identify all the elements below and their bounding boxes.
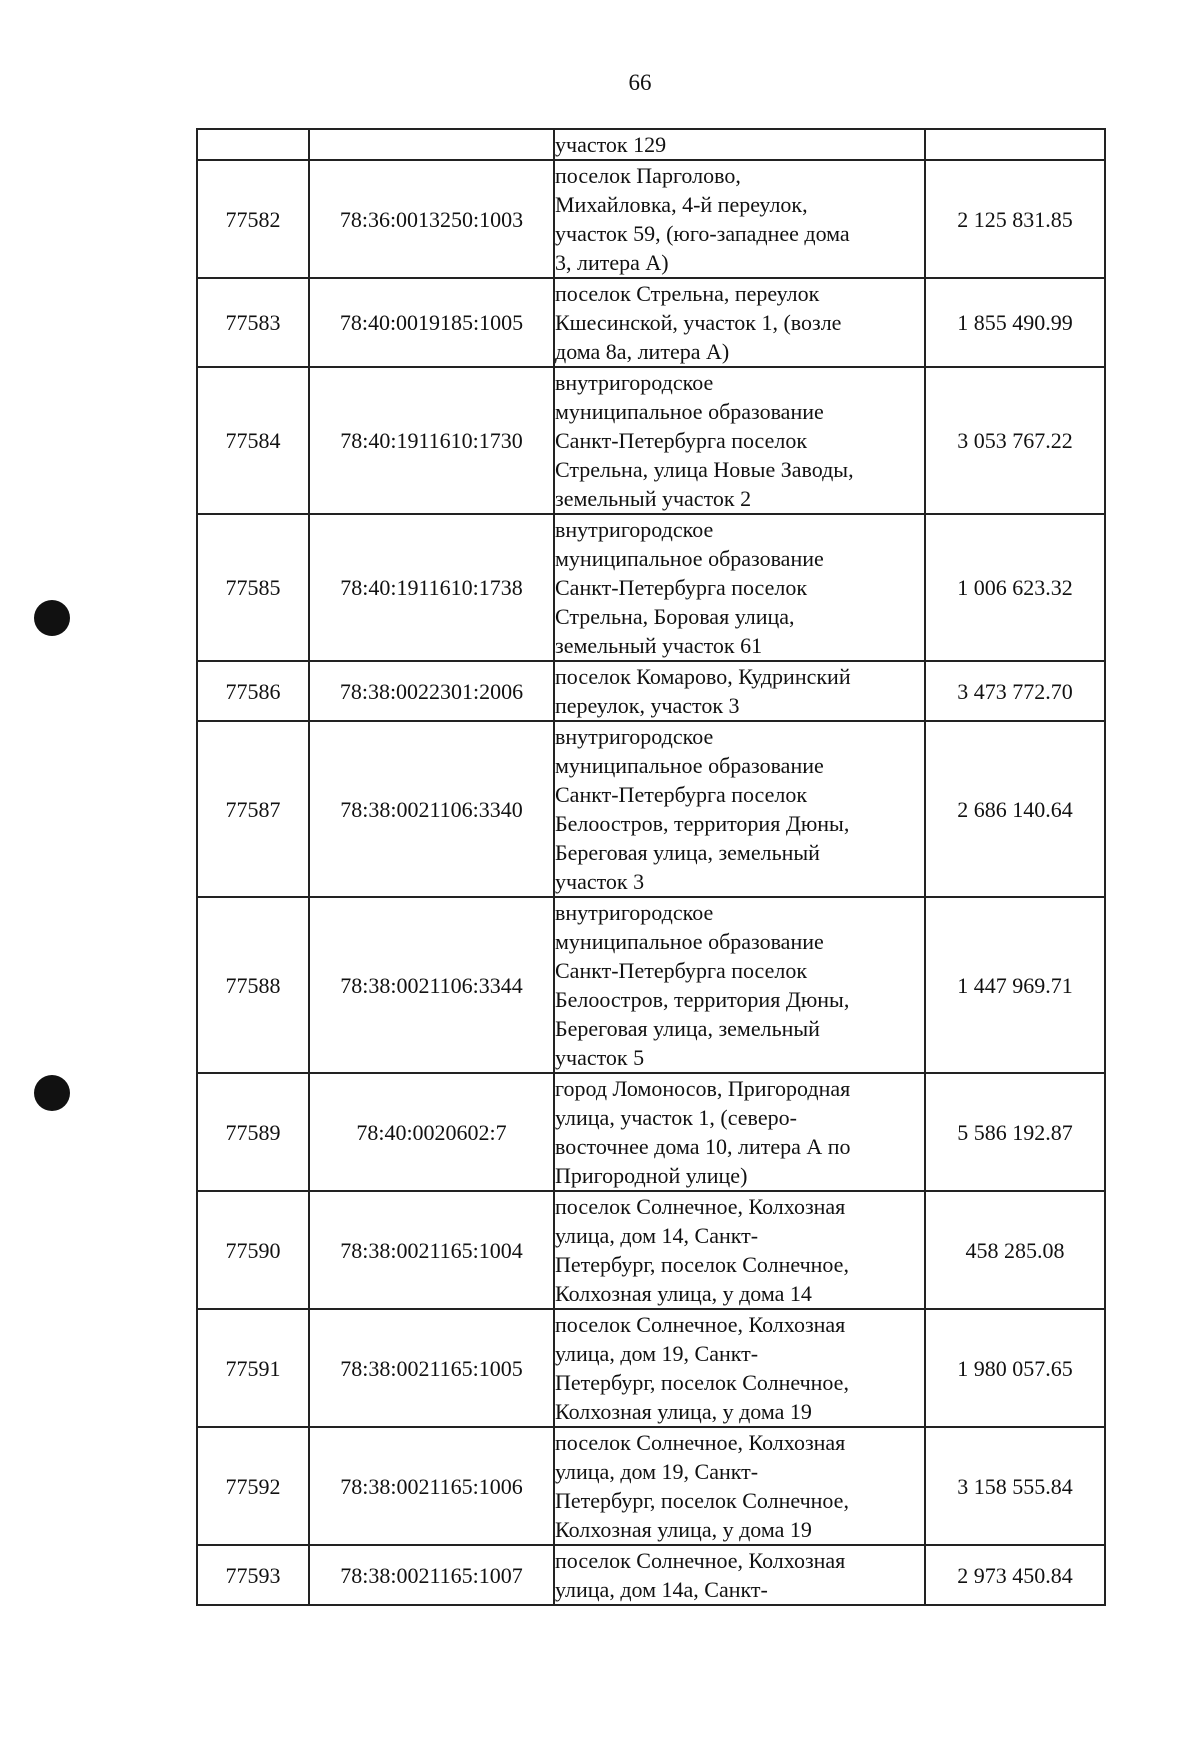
cadastral-number-cell: 78:40:0019185:1005 [309, 278, 554, 367]
address-cell: внутригородское муниципальное образование Санкт-Петербурга поселок Белоостров, территория Дюны, Береговая улица, земельный участок 5 [554, 897, 925, 1073]
cadastral-number-cell: 78:38:0021106:3344 [309, 897, 554, 1073]
cadastral-value-cell: 2 125 831.85 [925, 160, 1105, 278]
cadastral-number-cell: 78:40:0020602:7 [309, 1073, 554, 1191]
cadastral-value-cell: 1 447 969.71 [925, 897, 1105, 1073]
table-row [197, 1427, 1105, 1545]
row-number-cell: 77586 [197, 661, 309, 721]
address-cell: поселок Солнечное, Колхозная улица, дом 19, Санкт- Петербург, поселок Солнечное, Колхозная улица, у дома 19 [554, 1427, 925, 1545]
cadastral-number-cell: 78:38:0021165:1004 [309, 1191, 554, 1309]
address-cell: город Ломоносов, Пригородная улица, участок 1, (северо- восточнее дома 10, литера А по Пригородной улице) [554, 1073, 925, 1191]
row-number-cell: 77584 [197, 367, 309, 514]
address-cell: поселок Комарово, Кудринский переулок, участок 3 [554, 661, 925, 721]
table-row [197, 367, 1105, 514]
table-row [197, 721, 1105, 897]
cadastral-number-cell: 78:40:1911610:1730 [309, 367, 554, 514]
row-number-cell: 77585 [197, 514, 309, 661]
cadastral-number-cell: 78:38:0021165:1006 [309, 1427, 554, 1545]
table-row [197, 661, 1105, 721]
cadastral-value-cell: 1 855 490.99 [925, 278, 1105, 367]
row-number-cell: 77589 [197, 1073, 309, 1191]
table-row [197, 1073, 1105, 1191]
row-number-cell: 77590 [197, 1191, 309, 1309]
table-row [197, 129, 1105, 160]
row-number-cell [197, 129, 309, 160]
cadastral-value-cell [925, 129, 1105, 160]
cadastral-value-cell: 2 686 140.64 [925, 721, 1105, 897]
row-number-cell: 77582 [197, 160, 309, 278]
cadastral-number-cell: 78:38:0022301:2006 [309, 661, 554, 721]
row-number-cell: 77583 [197, 278, 309, 367]
address-cell: поселок Парголово, Михайловка, 4-й переулок, участок 59, (юго-западнее дома 3, литера А) [554, 160, 925, 278]
cadastral-number-cell [309, 129, 554, 160]
row-number-cell: 77588 [197, 897, 309, 1073]
cadastral-value-cell: 2 973 450.84 [925, 1545, 1105, 1605]
registry-table-body [197, 129, 1105, 1605]
cadastral-number-cell: 78:38:0021165:1007 [309, 1545, 554, 1605]
table-row [197, 278, 1105, 367]
table-row [197, 160, 1105, 278]
table-row [197, 514, 1105, 661]
address-cell: внутригородское муниципальное образование Санкт-Петербурга поселок Стрельна, Боровая улица, земельный участок 61 [554, 514, 925, 661]
address-cell: поселок Стрельна, переулок Кшесинской, участок 1, (возле дома 8а, литера А) [554, 278, 925, 367]
cadastral-value-cell: 1 980 057.65 [925, 1309, 1105, 1427]
row-number-cell: 77592 [197, 1427, 309, 1545]
row-number-cell: 77587 [197, 721, 309, 897]
cadastral-number-cell: 78:40:1911610:1738 [309, 514, 554, 661]
table-row [197, 897, 1105, 1073]
cadastral-value-cell: 3 053 767.22 [925, 367, 1105, 514]
address-cell: внутригородское муниципальное образование Санкт-Петербурга поселок Белоостров, территория Дюны, Береговая улица, земельный участок 3 [554, 721, 925, 897]
binder-hole [34, 1075, 70, 1111]
binder-hole [34, 600, 70, 636]
cadastral-value-cell: 5 586 192.87 [925, 1073, 1105, 1191]
address-cell: участок 129 [554, 129, 925, 160]
cadastral-number-cell: 78:38:0021165:1005 [309, 1309, 554, 1427]
address-cell: поселок Солнечное, Колхозная улица, дом 14а, Санкт- [554, 1545, 925, 1605]
cadastral-value-cell: 458 285.08 [925, 1191, 1105, 1309]
page-number: 66 [628, 70, 652, 95]
cadastral-value-cell: 3 473 772.70 [925, 661, 1105, 721]
table-row [197, 1309, 1105, 1427]
cadastral-number-cell: 78:38:0021106:3340 [309, 721, 554, 897]
cadastral-value-cell: 3 158 555.84 [925, 1427, 1105, 1545]
table-row [197, 1545, 1105, 1605]
registry-table [196, 128, 1106, 1606]
address-cell: поселок Солнечное, Колхозная улица, дом 14, Санкт- Петербург, поселок Солнечное, Колхозная улица, у дома 14 [554, 1191, 925, 1309]
row-number-cell: 77591 [197, 1309, 309, 1427]
address-cell: внутригородское муниципальное образование Санкт-Петербурга поселок Стрельна, улица Новые Заводы, земельный участок 2 [554, 367, 925, 514]
row-number-cell: 77593 [197, 1545, 309, 1605]
cadastral-value-cell: 1 006 623.32 [925, 514, 1105, 661]
cadastral-number-cell: 78:36:0013250:1003 [309, 160, 554, 278]
address-cell: поселок Солнечное, Колхозная улица, дом 19, Санкт- Петербург, поселок Солнечное, Колхозная улица, у дома 19 [554, 1309, 925, 1427]
table-row [197, 1191, 1105, 1309]
